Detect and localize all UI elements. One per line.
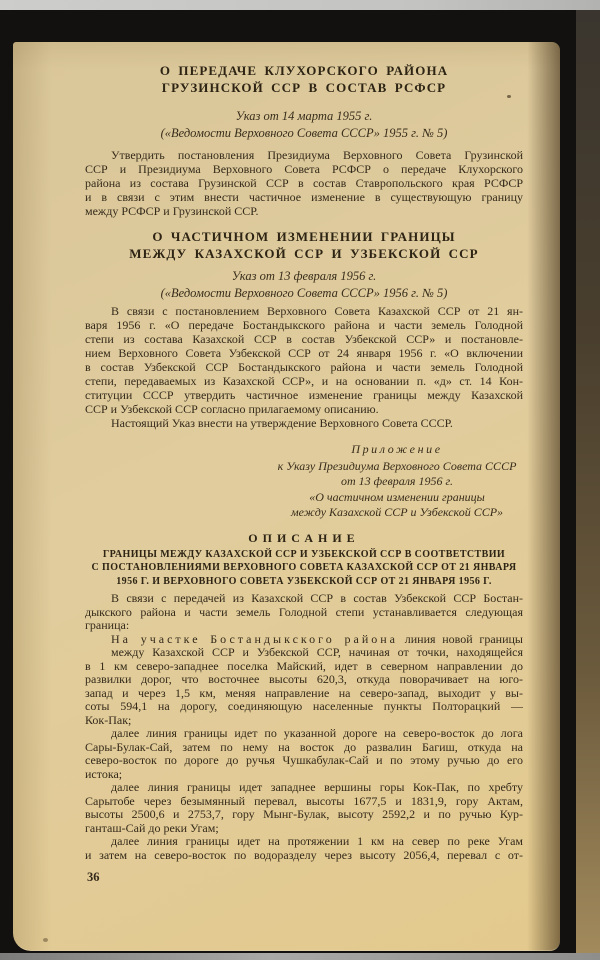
book-spine-shadow (576, 10, 600, 953)
description-subheading (85, 548, 523, 589)
text-line: МЕЖДУ КАЗАХСКОЙ ССР И УЗБЕКСКОЙ ССР (129, 246, 479, 261)
boundary1-first-line (85, 633, 523, 647)
text-line: между РСФСР и Грузинской ССР. (85, 204, 259, 218)
text-line: далее линия границы идет по указанной дороге на северо-восток до лога (111, 727, 523, 740)
decree2-subtitle (85, 268, 523, 302)
text-line: ганташ-Сай до реки Угам; (85, 821, 219, 835)
paper-speck (43, 938, 48, 942)
annex-label: Приложение (351, 442, 443, 456)
text-line: запад и через 1,5 км, меняя направление на северо-запад, выходит у вы- (85, 686, 523, 700)
boundary-paragraph-3 (85, 781, 523, 835)
decree1-date-line: Указ от 14 марта 1955 г. (235, 109, 373, 123)
annex-note (253, 442, 541, 521)
decree2-date-line: Указ от 13 февраля 1956 г. (231, 269, 377, 283)
text-line: степи, передаваемых из Казахской ССР», и на основании п. «д» ст. 14 Кон- (85, 374, 523, 388)
text-line: Кок-Пак; (85, 713, 132, 727)
boundary1-first-line-rest: линия новой границы (398, 632, 523, 646)
decree2-paragraph-1 (85, 304, 523, 416)
text-line: дыкского района и части земель Голодной степи устанавливается следующая (85, 605, 523, 619)
text-line: Настоящий Указ внести на утверждение Верховного Совета СССР. (111, 416, 453, 430)
text-line: ССР и Узбекской ССР согласно прилагаемому описанию. (85, 402, 379, 416)
page-content (85, 62, 523, 885)
text-line: северо-восток по дороге до ручья Чушкабулак-Сай и по этому ручью до его (85, 754, 523, 767)
text-line: ституции СССР утвердить частичное изменение границы между Казахской (85, 388, 523, 402)
text-line: степи из состава Казахской ССР в состав Узбекской ССР» и постановле- (85, 332, 523, 346)
decree1-subtitle (85, 108, 523, 142)
annex-reference-lines (253, 459, 541, 521)
description-heading: ОПИСАНИЕ (248, 530, 360, 545)
text-line: далее линия границы идет на протяжении 1 км на север по реке Угам (111, 835, 523, 848)
text-line: высоты 2500,6 и 2753,7, гору Мынг-Булак, высоту 2592,2 и по ручью Кур- (85, 808, 523, 821)
text-line: района из состава Грузинской ССР в состав Ставропольского края РСФСР (85, 176, 523, 190)
text-line: между Казахской ССР и Узбекской ССР» (290, 505, 504, 519)
description-intro-paragraph (85, 592, 523, 633)
text-line: 1956 Г. И ВЕРХОВНОГО СОВЕТА УЗБЕКСКОЙ ССР ОТ 21 ЯНВАРЯ 1956 Г. (116, 575, 492, 587)
scanner-bed-bottom-edge (0, 953, 600, 960)
decree2-paragraph-2 (85, 416, 523, 430)
decree2-source-line: («Ведомости Верховного Совета СССР» 1956 г. № 5) (160, 286, 448, 300)
text-line: в 1 км северо-западнее поселка Майский, идет в северном направлении до (85, 659, 523, 673)
text-line: В связи с постановлением Верховного Совета Казахской ССР от 21 ян- (111, 304, 523, 318)
text-line: соты 594,1 на дорогу, соединяющую населенные пункты Полторацкий — (85, 700, 523, 713)
text-line: Сарытобе через безымянный перевал, высоты 1677,5 и 1831,9, гору Актам, (85, 794, 523, 808)
text-line: Утвердить постановления Президиума Верховного Совета Грузинской (111, 148, 523, 162)
decree2-title (85, 228, 523, 262)
text-line: к Указу Президиума Верховного Совета СССР (277, 458, 517, 473)
scanner-bed-top-edge (0, 0, 600, 10)
text-line: от 13 февраля 1956 г. (340, 474, 454, 488)
text-line: в состав Узбекской ССР Бостандыкского района и части земель Голодной (85, 360, 523, 374)
book-page (13, 42, 560, 951)
boundary1-emphasized-phrase: На участке Бостандыкского района (111, 632, 399, 646)
text-line: В связи с передачей из Казахской ССР в состав Узбекской ССР Бостан- (111, 592, 523, 605)
text-line: О ЧАСТИЧНОМ ИЗМЕНЕНИИ ГРАНИЦЫ (152, 229, 456, 244)
decree1-paragraph (85, 148, 523, 218)
text-line: варя 1956 г. «О передаче Бостандыкского района и части земель Голодной (85, 318, 523, 332)
decree1-source-line: («Ведомости Верховного Совета СССР» 1955 г. № 5) (160, 126, 448, 140)
text-line: ГРУЗИНСКОЙ ССР В СОСТАВ РСФСР (161, 80, 447, 95)
boundary-paragraph-4 (85, 835, 523, 862)
page-number: 36 (87, 870, 100, 884)
text-line: граница: (85, 619, 130, 632)
text-line: нием Верховного Совета Узбекской ССР от 24 января 1956 г. «О включении (85, 346, 523, 360)
text-line: и затем на северо-восток по водоразделу через высоту 2056,4, перевал с от- (85, 848, 523, 862)
text-line: развилки дорог, что восточнее высоты 620,3, откуда поворачивает на юго- (85, 673, 523, 686)
text-line: «О частичном изменении границы (309, 489, 485, 504)
boundary-paragraph-2 (85, 727, 523, 781)
text-line: ГРАНИЦЫ МЕЖДУ КАЗАХСКОЙ ССР И УЗБЕКСКОЙ ССР В СООТВЕТСТВИИ (102, 548, 506, 560)
text-line: О ПЕРЕДАЧЕ КЛУХОРСКОГО РАЙОНА (159, 63, 449, 78)
text-line: Сары-Булак-Сай, затем по нему на восток до развалин Багиш, откуда на (85, 740, 523, 754)
text-line: истока; (85, 767, 123, 781)
text-line: С ПОСТАНОВЛЕНИЯМИ ВЕРХОВНОГО СОВЕТА КАЗАХСКОЙ ССР ОТ 21 ЯНВАРЯ (91, 562, 517, 573)
decree1-title (85, 62, 523, 96)
text-line: между Казахской ССР и Узбекской ССР, начиная от точки, находящейся (111, 646, 523, 659)
boundary-paragraph-1 (85, 633, 523, 728)
text-line: и в связи с этим внести частичное изменение в существующую границу (85, 190, 523, 204)
text-line: ССР и Президиума Верховного Совета РСФСР о передаче Клухорского (85, 162, 523, 176)
text-line: далее линия границы идет западнее вершины горы Кок-Пак, по хребту (111, 781, 523, 794)
